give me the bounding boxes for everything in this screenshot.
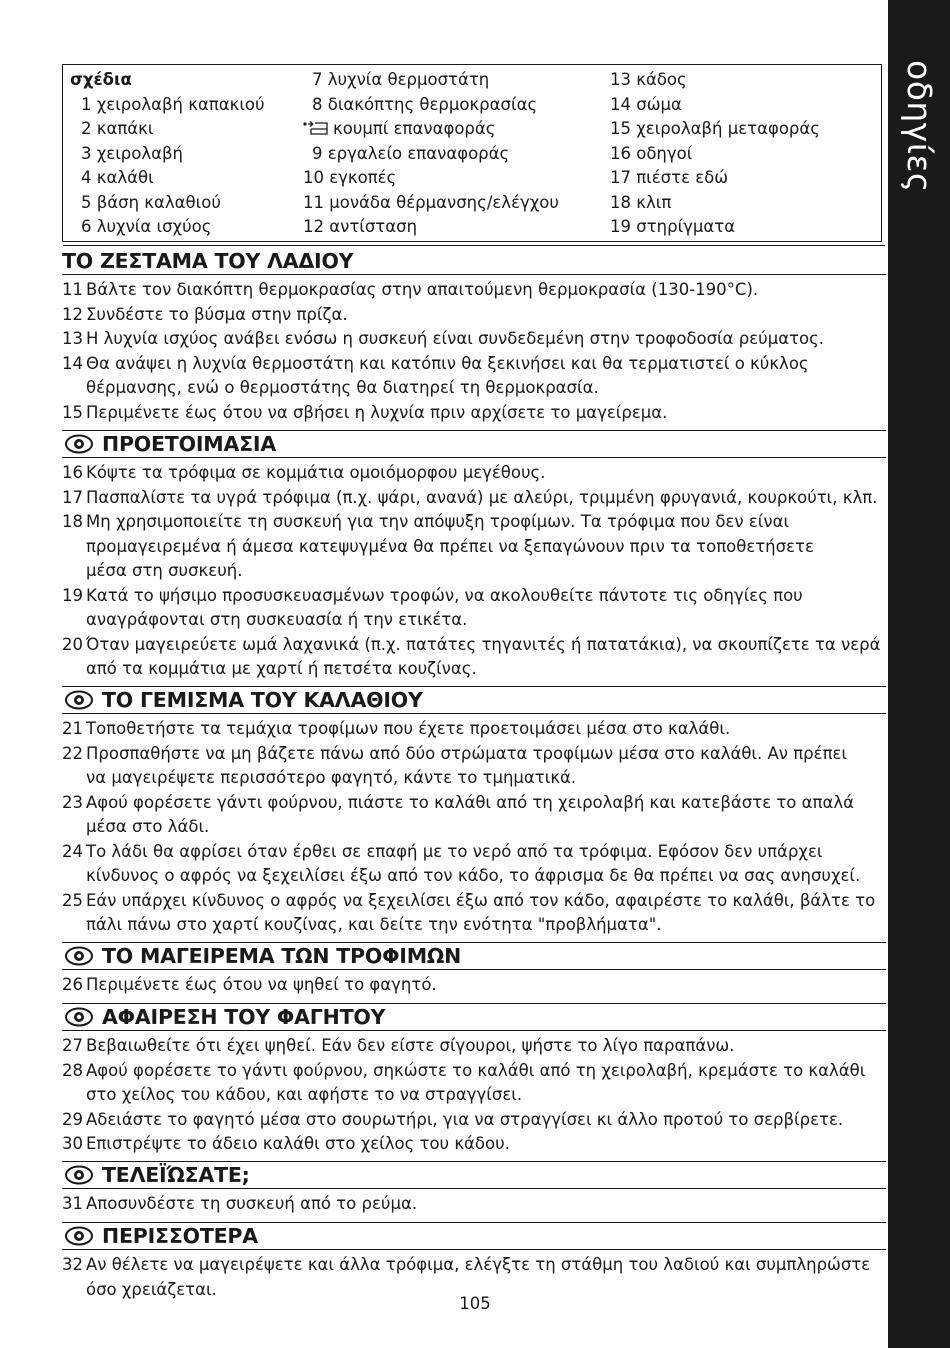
instruction-number: 26 bbox=[62, 975, 83, 994]
section bbox=[62, 247, 886, 425]
instruction-item bbox=[62, 352, 886, 401]
instruction-item bbox=[62, 1034, 886, 1059]
section-title: ΠΡΟΕΤΟΙΜΑΣΙΑ bbox=[102, 432, 277, 456]
section bbox=[62, 942, 886, 998]
side-tab-label: οδηγίες bbox=[900, 60, 939, 193]
part-item-label: κουμπί επαναφοράς bbox=[333, 119, 496, 138]
instruction-text: Αδειάστε το φαγητό μέσα στο σουρωτήρι, για να στραγγίσει κι άλλο προτού το σερβίρετε. bbox=[86, 1109, 844, 1129]
instruction-item bbox=[62, 510, 886, 584]
instruction-text: Πασπαλίστε τα υγρά τρόφιμα (π.χ. ψάρι, ανανά) με αλεύρι, τριμμένη φρυγανιά, κουρκούτι, κλπ. bbox=[86, 487, 878, 507]
side-tab bbox=[888, 0, 950, 1348]
eye-icon bbox=[64, 1165, 94, 1185]
instruction-item bbox=[62, 889, 886, 938]
instruction-text: Αφού φορέσετε γάντι φούρνου, πιάστε το καλάθι από τη χειρολαβή και κατεβάστε το απαλά μέσα στο λάδι. bbox=[86, 792, 854, 836]
instruction-item bbox=[62, 1059, 886, 1108]
part-item: 8 διακόπτης θερμοκρασίας bbox=[312, 94, 538, 114]
instruction-text: Εάν υπάρχει κίνδυνος ο αφρός να ξεχειλίσει έξω από τον κάδο, αφαιρέστε το καλάθι, βάλτε το πάλι πάνω στο χαρτί κουζίνας, και δείτε την ενότητα "προβλήματα". bbox=[86, 890, 876, 934]
instruction-text: Συνδέστε το βύσμα στην πρίζα. bbox=[86, 304, 348, 324]
part-item: 14 σώμα bbox=[610, 94, 682, 114]
section-items bbox=[62, 970, 886, 998]
instruction-number: 18 bbox=[62, 512, 83, 531]
section bbox=[62, 1161, 886, 1217]
parts-title: σχέδια bbox=[70, 70, 132, 89]
section-heading bbox=[62, 942, 886, 970]
instruction-item bbox=[62, 401, 886, 426]
section-items bbox=[62, 275, 886, 425]
part-item: 18 κλιπ bbox=[610, 192, 672, 212]
part-item: 1 χειρολαβή καπακιού bbox=[81, 94, 265, 114]
section-heading bbox=[62, 430, 886, 458]
instruction-number: 30 bbox=[62, 1134, 83, 1153]
parts-column-2 bbox=[303, 68, 559, 240]
part-item: 17 πιέστε εδώ bbox=[610, 168, 729, 187]
instruction-text: Κατά το ψήσιμο προσυσκευασμένων τροφών, να ακολουθείτε πάντοτε τις οδηγίες που αναγράφονται στη συσκευασία ή την ετικέτα. bbox=[86, 585, 803, 629]
instruction-item bbox=[62, 486, 886, 511]
part-item: 10 εγκοπές bbox=[303, 168, 397, 187]
section bbox=[62, 686, 886, 938]
instruction-item bbox=[62, 584, 886, 633]
page-number: 105 bbox=[459, 1294, 491, 1313]
part-item-reset-button bbox=[303, 117, 559, 142]
instruction-text: Τοποθετήστε τα τεμάχια τροφίμων που έχετε προετοιμάσει μέσα στο καλάθι. bbox=[86, 719, 731, 738]
instruction-text: Βεβαιωθείτε ότι έχει ψηθεί. Εάν δεν είστε σίγουροι, ψήστε το λίγο παραπάνω. bbox=[86, 1036, 735, 1055]
instruction-text: Όταν μαγειρεύετε ωμά λαχανικά (π.χ. πατάτες τηγανιτές ή πατατάκια), να σκουπίζετε τα νερά από τα κομμάτια με χαρτί ή πετσέτα κουζίνας. bbox=[86, 634, 881, 678]
instruction-item bbox=[62, 973, 886, 998]
instruction-number: 28 bbox=[62, 1060, 83, 1080]
part-item: 12 αντίσταση bbox=[303, 217, 418, 236]
instruction-number: 21 bbox=[62, 719, 83, 738]
instruction-text: Περιμένετε έως ότου να ψηθεί το φαγητό. bbox=[86, 975, 437, 994]
instruction-item bbox=[62, 742, 886, 791]
section bbox=[62, 1222, 886, 1302]
section-heading bbox=[62, 1222, 886, 1250]
part-item: 11 μονάδα θέρμανσης/ελέγχου bbox=[303, 192, 559, 212]
part-item: 16 οδηγοί bbox=[610, 143, 693, 163]
eye-icon bbox=[64, 946, 94, 966]
instruction-item bbox=[62, 633, 886, 682]
instruction-number: 32 bbox=[62, 1255, 83, 1274]
part-item: 4 καλάθι bbox=[81, 168, 154, 187]
instruction-text: Επιστρέψτε το άδειο καλάθι στο χείλος του κάδου. bbox=[86, 1134, 510, 1153]
section-title: ΤΟ ΜΑΓΕΙΡΕΜΑ ΤΩΝ ΤΡΟΦΙΜΩΝ bbox=[102, 944, 462, 968]
instruction-text: Προσπαθήστε να μη βάζετε πάνω από δύο στρώματα τροφίμων μέσα στο καλάθι. Αν πρέπει να μαγειρέψετε περισσότερο φαγητό, κάντε το τμηματικά. bbox=[86, 743, 848, 787]
instruction-text: Το λάδι θα αφρίσει όταν έρθει σε επαφή με το νερό από τα τρόφιμα. Εφόσον δεν υπάρχει κίνδυνος ο αφρός να ξεχειλίσει έξω από τον κάδο, το άφρισμα δε θα πρέπει να σας ανησυχεί. bbox=[86, 841, 861, 885]
parts-box bbox=[62, 64, 882, 242]
instruction-text: Αφού φορέσετε το γάντι φούρνου, σηκώστε το καλάθι από τη χειρολαβή, κρεμάστε το καλάθι στο χείλος του κάδου, και αφήστε το να στραγγίσει. bbox=[86, 1060, 866, 1104]
part-item: 9 εργαλείο επαναφοράς bbox=[312, 143, 510, 163]
part-item: 13 κάδος bbox=[610, 70, 687, 89]
instruction-number: 24 bbox=[62, 841, 83, 861]
reset-icon bbox=[303, 121, 329, 135]
instruction-text: Κόψτε τα τρόφιμα σε κομμάτια ομοιόμορφου μεγέθους. bbox=[86, 463, 546, 482]
eye-icon bbox=[64, 1007, 94, 1027]
section-title: ΤΕΛΕΪΏΣΑΤΕ; bbox=[102, 1163, 250, 1187]
section-title: ΠΕΡΙΣΣΟΤΕΡΑ bbox=[102, 1224, 258, 1248]
part-item: 15 χειρολαβή μεταφοράς bbox=[610, 119, 820, 138]
instruction-text: Μη χρησιμοποιείτε τη συσκευή για την απόψυξη τροφίμων. Τα τρόφιμα που δεν είναι προμαγειρεμένα ή άμεσα κατεψυγμένα θα πρέπει να ξεπαγώνουν πριν τα τοποθετήσετε μέσα στη συσκευή. bbox=[86, 512, 814, 580]
instruction-item bbox=[62, 1192, 886, 1217]
instruction-item bbox=[62, 327, 886, 352]
parts-column-3 bbox=[610, 68, 820, 240]
section bbox=[62, 430, 886, 682]
section-items bbox=[62, 458, 886, 682]
instruction-item bbox=[62, 1132, 886, 1157]
section-title: ΤΟ ΓΕΜΙΣΜΑ ΤΟΥ ΚΑΛΑΘΙΟΥ bbox=[102, 688, 423, 712]
eye-icon bbox=[64, 690, 94, 710]
section-heading bbox=[62, 247, 886, 275]
section-title: ΤΟ ΖΕΣΤΑΜΑ ΤΟΥ ΛΑΔΙΟΥ bbox=[62, 248, 354, 273]
instruction-item bbox=[62, 1108, 886, 1133]
part-item: 19 στηρίγματα bbox=[610, 217, 736, 236]
instruction-number: 19 bbox=[62, 585, 83, 605]
instruction-text: Θα ανάψει η λυχνία θερμοστάτη και κατόπιν θα ξεκινήσει και θα τερματιστεί ο κύκλος θέρμανσης, ενώ ο θερμοστάτης θα διατηρεί τη θερμοκρασία. bbox=[86, 353, 809, 397]
instruction-item bbox=[62, 461, 886, 486]
instruction-text: Η λυχνία ισχύος ανάβει ενόσω η συσκευή είναι συνδεδεμένη στην τροφοδοσία ρεύματος. bbox=[86, 329, 825, 348]
instruction-item bbox=[62, 303, 886, 328]
section-items bbox=[62, 1031, 886, 1157]
instruction-text: Αν θέλετε να μαγειρέψετε και άλλα τρόφιμα, ελέγξτε τη στάθμη του λαδιού και συμπληρώστε όσο χρειάζεται. bbox=[86, 1255, 871, 1299]
section-items bbox=[62, 714, 886, 938]
part-item: 2 καπάκι bbox=[81, 119, 154, 138]
instruction-number: 14 bbox=[62, 353, 83, 373]
instruction-number: 22 bbox=[62, 743, 83, 763]
instruction-item bbox=[62, 278, 886, 303]
section-heading bbox=[62, 1003, 886, 1031]
instruction-number: 27 bbox=[62, 1036, 83, 1055]
section bbox=[62, 1003, 886, 1157]
instruction-number: 12 bbox=[62, 304, 83, 324]
eye-icon bbox=[64, 1226, 94, 1246]
part-item: 5 βάση καλαθιού bbox=[81, 192, 221, 212]
instruction-number: 25 bbox=[62, 890, 83, 910]
section-items bbox=[62, 1189, 886, 1217]
instruction-text: Βάλτε τον διακόπτη θερμοκρασίας στην απαιτούμενη θερμοκρασία (130-190°C). bbox=[86, 280, 759, 299]
section-heading bbox=[62, 686, 886, 714]
instruction-text: Περιμένετε έως ότου να σβήσει η λυχνία πριν αρχίσετε το μαγείρεμα. bbox=[86, 402, 668, 422]
section-title: ΑΦΑΙΡΕΣΗ ΤΟΥ ΦΑΓΗΤΟΥ bbox=[102, 1005, 386, 1029]
part-item: 3 χειρολαβή bbox=[81, 143, 183, 163]
part-item: 6 λυχνία ισχύος bbox=[81, 217, 212, 236]
instruction-item bbox=[62, 840, 886, 889]
instruction-number: 31 bbox=[62, 1194, 83, 1213]
eye-icon bbox=[64, 434, 94, 454]
instruction-number: 20 bbox=[62, 634, 83, 654]
instruction-number: 17 bbox=[62, 487, 83, 507]
instruction-number: 16 bbox=[62, 463, 83, 482]
parts-column-1 bbox=[70, 68, 265, 240]
instruction-item bbox=[62, 717, 886, 742]
instruction-number: 23 bbox=[62, 792, 83, 812]
instruction-text: Αποσυνδέστε τη συσκευή από το ρεύμα. bbox=[86, 1194, 418, 1213]
instruction-number: 13 bbox=[62, 329, 83, 348]
part-item: 7 λυχνία θερμοστάτη bbox=[312, 70, 490, 89]
instruction-item bbox=[62, 791, 886, 840]
section-heading bbox=[62, 1161, 886, 1189]
instruction-number: 15 bbox=[62, 402, 83, 422]
instruction-number: 29 bbox=[62, 1109, 83, 1129]
instruction-number: 11 bbox=[62, 280, 83, 299]
